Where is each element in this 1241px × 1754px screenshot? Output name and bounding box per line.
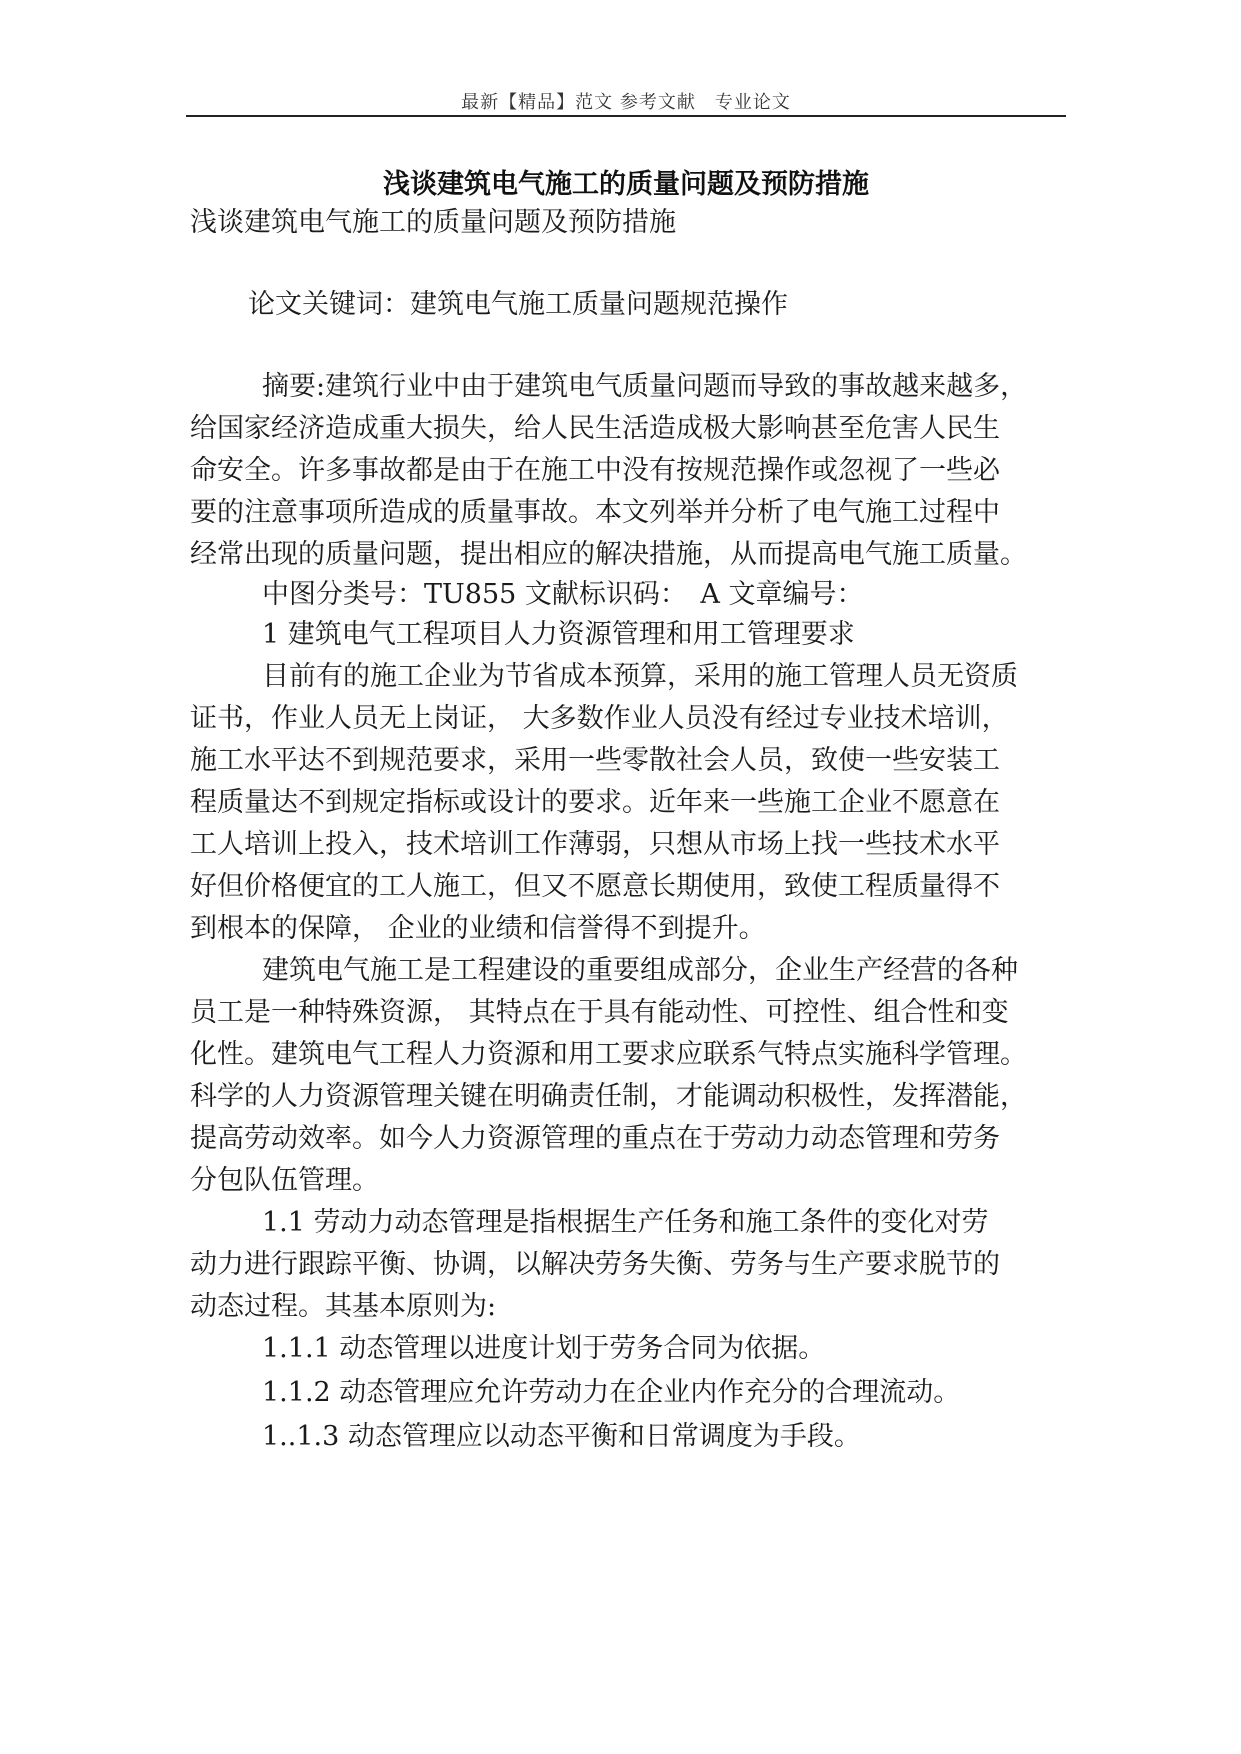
paragraph-line: 建筑电气施工是工程建设的重要组成部分，企业生产经营的各种 [262, 955, 1018, 986]
paragraph-line: 目前有的施工企业为节省成本预算，采用的施工管理人员无资质 [262, 661, 1018, 692]
list-item: 1.1.2 动态管理应允许劳动力在企业内作充分的合理流动。 [262, 1377, 961, 1408]
keywords: 论文关键词：建筑电气施工质量问题规范操作 [248, 289, 788, 320]
list-item: 1..1.3 动态管理应以动态平衡和日常调度为手段。 [262, 1421, 861, 1452]
paragraph-line: 动力进行跟踪平衡、协调，以解决劳务失衡、劳务与生产要求脱节的 [190, 1249, 1000, 1280]
paragraph-line: 程质量达不到规定指标或设计的要求。近年来一些施工企业不愿意在 [190, 787, 1000, 818]
subtitle: 浅谈建筑电气施工的质量问题及预防措施 [190, 207, 676, 238]
paragraph-line: 提高劳动效率。如今人力资源管理的重点在于劳动力动态管理和劳务 [190, 1123, 1000, 1154]
paragraph-line: 科学的人力资源管理关键在明确责任制，才能调动积极性，发挥潜能， [190, 1081, 1027, 1112]
paragraph-line: 施工水平达不到规范要求，采用一些零散社会人员，致使一些安装工 [190, 745, 1000, 776]
list-item: 1.1.1 动态管理以进度计划于劳务合同为依据。 [262, 1333, 826, 1364]
paragraph-line: 动态过程。其基本原则为: [190, 1291, 497, 1322]
abstract-line: 给国家经济造成重大损失，给人民生活造成极大影响甚至危害人民生 [190, 413, 1000, 444]
paragraph-line: 员工是一种特殊资源， 其特点在于具有能动性、可控性、组合性和变 [190, 997, 1009, 1028]
paragraph-line: 1.1 劳动力动态管理是指根据生产任务和施工条件的变化对劳 [262, 1207, 989, 1238]
paragraph-line: 到根本的保障， 企业的业绩和信誉得不到提升。 [190, 913, 766, 944]
abstract-line: 摘要:建筑行业中由于建筑电气质量问题而导致的事故越来越多， [262, 371, 1028, 402]
paragraph-line: 分包队伍管理。 [190, 1165, 379, 1196]
paragraph-line: 化性。建筑电气工程人力资源和用工要求应联系气特点实施科学管理。 [190, 1039, 1027, 1070]
paragraph-line: 证书，作业人员无上岗证， 大多数作业人员没有经过专业技术培训， [190, 703, 1009, 734]
paragraph-line: 工人培训上投入，技术培训工作薄弱，只想从市场上找一些技术水平 [190, 829, 1000, 860]
abstract-line: 命安全。许多事故都是由于在施工中没有按规范操作或忽视了一些必 [190, 455, 1000, 486]
running-header: 最新【精品】范文 参考文献 专业论文 [461, 92, 791, 113]
abstract-line: 经常出现的质量问题，提出相应的解决措施，从而提高电气施工质量。 [190, 539, 1027, 570]
abstract-line: 要的注意事项所造成的质量事故。本文列举并分析了电气施工过程中 [190, 497, 1000, 528]
classification: 中图分类号：TU855 文献标识码： A 文章编号： [262, 579, 864, 610]
section-heading: 1 建筑电气工程项目人力资源管理和用工管理要求 [262, 619, 855, 650]
document-body [190, 0, 1070, 1754]
document-title: 浅谈建筑电气施工的质量问题及预防措施 [383, 169, 869, 200]
paragraph-line: 好但价格便宜的工人施工，但又不愿意长期使用，致使工程质量得不 [190, 871, 1000, 902]
